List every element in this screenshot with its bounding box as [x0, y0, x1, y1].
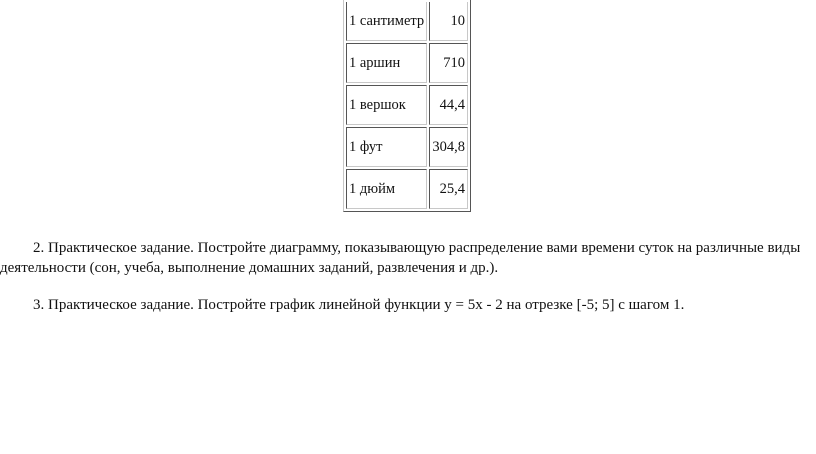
task-2-paragraph: [0, 238, 816, 278]
unit-value-cell: 304,8: [429, 127, 468, 167]
table-row: [346, 43, 468, 83]
task-2-line-2: деятельности (сон, учеба, выполнение домашних заданий, развлечения и др.).: [0, 260, 499, 276]
unit-name-cell: 1 вершок: [346, 85, 427, 125]
unit-value-cell: 710: [429, 43, 468, 83]
unit-conversion-table: [343, 0, 471, 212]
task-2-line-1: 2. Практическое задание. Постройте диаграмму, показывающую распределение вами времени суток на различные виды: [33, 240, 801, 256]
unit-name-cell: 1 дюйм: [346, 169, 427, 209]
table-row: [346, 2, 468, 41]
table-row: [346, 85, 468, 125]
unit-name-cell: 1 фут: [346, 127, 427, 167]
unit-name-cell: 1 сантиметр: [346, 2, 427, 41]
table-row: [346, 127, 468, 167]
table-row: [346, 169, 468, 209]
unit-name-cell: 1 аршин: [346, 43, 427, 83]
unit-value-cell: 25,4: [429, 169, 468, 209]
task-3-paragraph: 3. Практическое задание. Постройте график линейной функции y = 5x - 2 на отрезке [-5; 5] с шагом 1.: [33, 297, 685, 313]
unit-value-cell: 44,4: [429, 85, 468, 125]
unit-value-cell: 10: [429, 2, 468, 41]
